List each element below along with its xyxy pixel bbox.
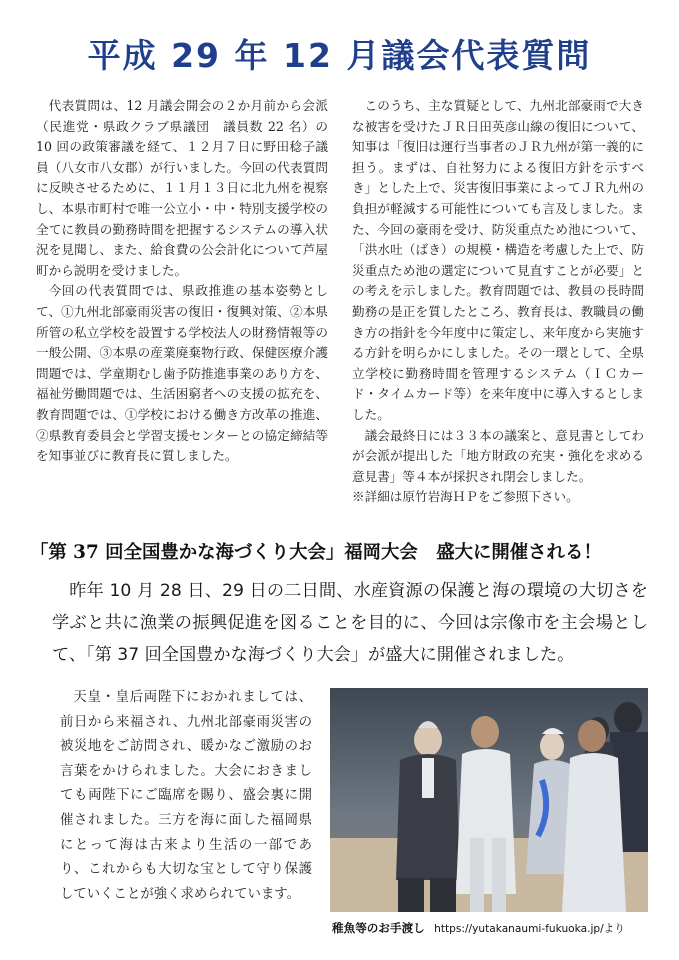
lead-text bbox=[52, 575, 648, 671]
section-headline: 「第 37 回全国豊かな海づくり大会」福岡大会 盛大に開催される！ bbox=[30, 542, 602, 563]
left-paragraph-2: 今回の代表質問では、県政推進の基本姿勢として、①九州北部豪雨災害の復旧・復興対策、②本県所管の私立学校を設置する学校法人の財務情報等の一般公開、③本県の産業廃棄物行政、保健医療介護問題では、学童期むし歯予防推進事業のあり方を、福祉労働問題では、生活困窮者への支援の拡充を、教育問題では、①学校における働き方改革の推進、②県教育委員会と学習支援センターとの協定締結等を知事並びに教育長に質しました。 bbox=[36, 283, 328, 464]
caption-main: 稚魚等のお手渡し bbox=[332, 921, 425, 935]
right-paragraph-1: このうち、主な質疑として、九州北部豪雨で大きな被害を受けたＪＲ日田英彦山線の復旧について、知事は「復旧は運行当事者のＪＲ九州が第一義的に担う。まずは、自社努力による復旧方針を示すべき」とした上で、災害復旧事業によってＪＲ九州の負担が軽減する可能性についても言及しました。また、今回の豪雨を受け、防災重点ため池について、「洪水吐（ばき）の規模・構造を考慮した上で、防災重点ため池の選定について見直すことが必要」との考えを示しました。教育問題では、教員の長時間勤務の是正を質したところ、教育長は、教職員の働き方の指針を今年度中に策定し、来年度から実施する方針を明らかにしました。その一環として、全県立学校に勤務時間を管理するシステム（ＩＣカード・タイムカード等）を来年度中に導入するとしました。 bbox=[352, 98, 644, 422]
page-title: 平成 29 年 12 月議会代表質問 bbox=[87, 36, 592, 75]
right-column bbox=[352, 96, 644, 508]
right-paragraph-2: 議会最終日には３３本の議案と、意見書としてわが会派が提出した「地方財政の充実・強化を求める意見書」等４本が採択され閉会しました。 bbox=[352, 427, 644, 484]
right-note: ※詳細は原竹岩海ＨＰをご参照下さい。 bbox=[352, 489, 579, 505]
event-paragraph: 天皇・皇后両陛下におかれましては、前日から来福され、九州北部豪雨災害の被災地をご訪問され、暖かなご激励のお言葉をかけられました。大会におきましても両陛下にご臨席を賜り、盛会裏に開催されました。三方を海に面した福岡県にとって海は古来より生活の一部であり、これからも大切な宝として守り保護していくことが強く求められています。 bbox=[60, 690, 312, 902]
caption-source: https://yutakanaumi-fukuoka.jp/より bbox=[434, 923, 625, 935]
event-photo bbox=[330, 688, 648, 912]
photo-illustration bbox=[330, 688, 648, 912]
lead-paragraph: 昨年 10 月 28 日、29 日の二日間、水産資源の保護と海の環境の大切さを学ぶと共に漁業の振興促進を図ることを目的に、今回は宗像市を主会場として、「第 37 回全国豊かな海づくり大会」が盛大に開催されました。 bbox=[52, 581, 648, 665]
event-body bbox=[60, 686, 312, 907]
photo-caption bbox=[332, 920, 662, 936]
left-paragraph-1: 代表質問は、12 月議会開会の２か月前から会派（民進党・県政クラブ県議団 議員数 22 名）の 10 回の政策審議を経て、１２月７日に野田稔子議員（八女市八女郡）が行いました。今回の代表質問に反映させるために、１１月１３日に北九州を視察し、本県市町村で唯一公立小・中・特別支援学校の全てに教員の勤務時間を把握するシステムの導入状況を見聞し、また、給食費の公会計化について芦屋町から説明を受けました。 bbox=[36, 98, 328, 278]
left-column bbox=[36, 96, 328, 467]
